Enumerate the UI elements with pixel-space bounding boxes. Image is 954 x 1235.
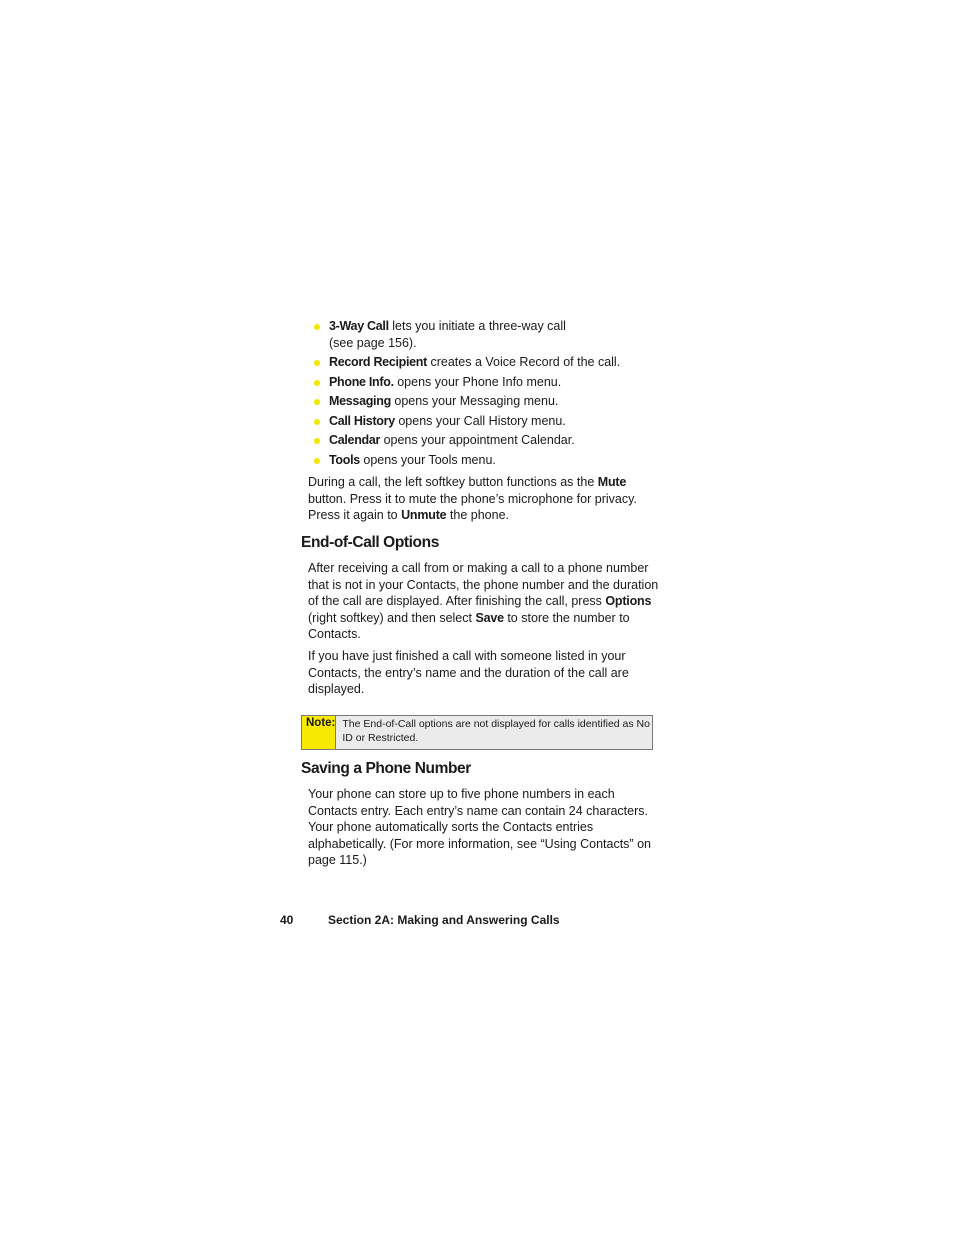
list-item — [313, 318, 673, 351]
save-term: Save — [475, 610, 504, 625]
menu-options-list — [313, 318, 673, 471]
term: 3-Way Call — [329, 319, 389, 333]
term: Calendar — [329, 433, 381, 447]
end-of-call-paragraph-2: If you have just finished a call with someone listed in your Contacts, the entry’s name and the duration of the call are displayed. — [308, 649, 629, 696]
bullet-icon — [314, 360, 320, 366]
saving-paragraph: Your phone can store up to five phone numbers in each Contacts entry. Each entry’s name can contain 24 characters. Your phone automatically sorts the Contacts entries alphabetically. (For more information, see “Using Contacts” on page 115.) — [308, 787, 651, 867]
term: Phone Info. — [329, 374, 394, 389]
unmute-term: Unmute — [401, 508, 447, 522]
end-of-call-paragraph-1 — [308, 560, 660, 643]
text: During a call, the left softkey button functions as the — [308, 475, 598, 489]
page-number: 40 — [280, 913, 294, 927]
section-title: Section 2A: Making and Answering Calls — [328, 913, 560, 927]
mute-term: Mute — [597, 475, 627, 489]
description: opens your appointment Calendar. — [380, 433, 575, 447]
list-item — [313, 393, 673, 410]
list-item — [313, 432, 673, 449]
note-box — [301, 715, 653, 750]
description: opens your Tools menu. — [359, 452, 496, 467]
description: opens your Messaging menu. — [390, 394, 559, 408]
term: Call History — [329, 413, 395, 428]
list-item — [313, 354, 673, 371]
end-of-call-heading: End-of-Call Options — [301, 534, 439, 551]
options-term: Options — [605, 594, 652, 608]
list-item — [313, 374, 673, 391]
bullet-icon — [314, 419, 320, 425]
bullet-icon — [314, 458, 320, 464]
bullet-icon — [314, 438, 320, 444]
description-cont: (see page 156). — [329, 335, 417, 350]
list-item — [313, 452, 673, 469]
description: opens your Phone Info menu. — [393, 374, 562, 389]
text: the phone. — [446, 508, 509, 522]
text: button. Press it to mute the phone’s microphone for privacy. Press it again to — [308, 491, 637, 522]
text: to store the number to Contacts. — [308, 610, 630, 641]
note-label: Note: — [302, 716, 336, 749]
list-item — [313, 413, 673, 430]
term: Messaging — [329, 394, 391, 408]
note-text: The End-of-Call options are not displayed for calls identified as No ID or Restricted. — [342, 718, 650, 744]
bullet-icon — [314, 399, 320, 405]
term: Record Recipient — [329, 355, 428, 369]
bullet-icon — [314, 324, 320, 330]
bullet-icon — [314, 380, 320, 386]
description: lets you initiate a three-way call — [388, 319, 566, 333]
saving-heading: Saving a Phone Number — [301, 760, 471, 777]
text: After receiving a call from or making a call to a phone number that is not in your Contacts, the phone number and the duration of the call are displayed. After finishing the call, press — [308, 561, 659, 608]
text: (right softkey) and then select — [308, 610, 476, 625]
description: creates a Voice Record of the call. — [427, 355, 621, 369]
mute-paragraph — [308, 474, 660, 524]
description: opens your Call History menu. — [394, 413, 566, 428]
term: Tools — [329, 452, 360, 467]
